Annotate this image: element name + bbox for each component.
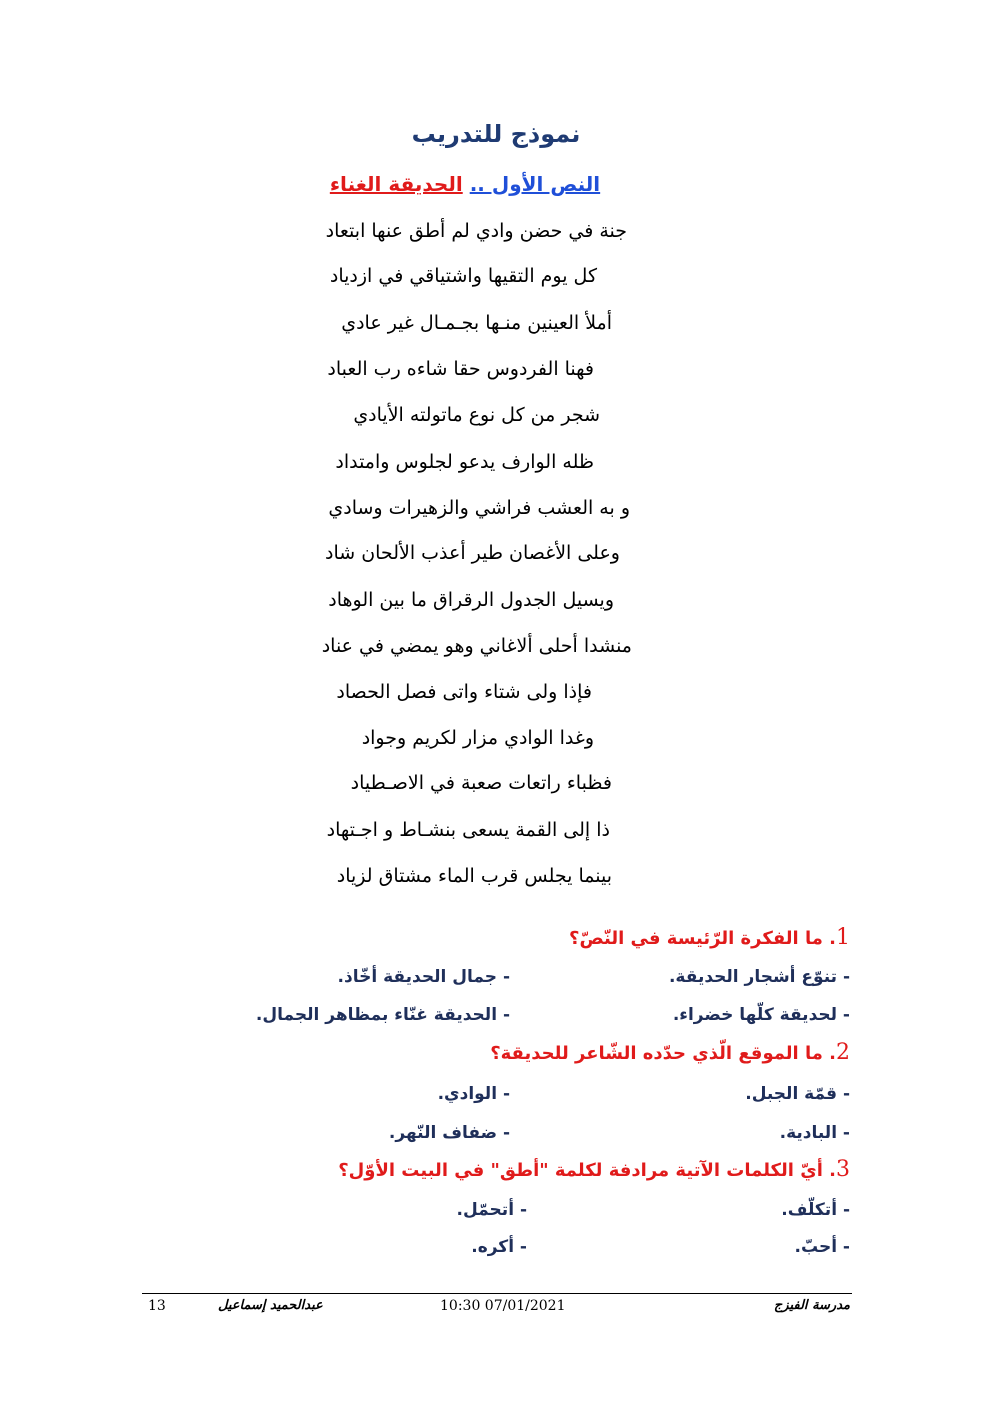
question-3 bbox=[338, 1157, 850, 1182]
question-number: 2 bbox=[836, 1040, 850, 1065]
option-item: - أتحمّل. bbox=[456, 1200, 527, 1220]
poem-verse: أملأ العينين منـها بجـمـال غير عادي bbox=[341, 312, 612, 334]
poem-verse: ظله الوارف يدعو لجلوس وامتداد bbox=[335, 451, 594, 473]
option-item: - الحديقة غنّاء بمظاهر الجمال. bbox=[255, 1005, 510, 1025]
option-item: - لحديقة كلّها خضراء. bbox=[672, 1005, 850, 1025]
footer-school: مدرسة الفيزج bbox=[773, 1298, 850, 1313]
subtitle-text-label: النص الأول .. bbox=[469, 172, 601, 196]
footer-datetime: 10:30 07/01/2021 bbox=[440, 1298, 566, 1314]
option-item: - قمّة الجبل. bbox=[745, 1084, 850, 1104]
poem-verse: بينما يجلس قرب الماء مشتاق لزياد bbox=[336, 865, 612, 887]
question-number: 3 bbox=[836, 1157, 850, 1182]
question-text: . ما الفكرة الرّئيسة في النّصّ؟ bbox=[569, 928, 836, 949]
poem-verse: كل يوم التقيها واشتياقي في ازدياد bbox=[329, 265, 597, 287]
poem-verse: ذا إلى القمة يسعى بنشـاط و اجـتهاد bbox=[326, 819, 610, 841]
option-item: - البادية. bbox=[779, 1123, 850, 1143]
option-item: - تنوّع أشجار الحديقة. bbox=[668, 967, 850, 987]
poem-verse: وغدا الوادي مزار لكريم وجواد bbox=[361, 727, 594, 749]
poem-verse: و به العشب فراشي والزهيرات وسادي bbox=[328, 497, 630, 519]
page-number: 13 bbox=[148, 1298, 166, 1314]
subtitle-poem-title: الحديقة الغناء bbox=[329, 172, 463, 196]
text-subtitle bbox=[0, 172, 930, 196]
option-item: - أكره. bbox=[471, 1237, 527, 1257]
poem-verse: فإذا ولى شتاء واتى فصل الحصاد bbox=[336, 681, 592, 703]
option-item: - الوادي. bbox=[437, 1084, 510, 1104]
option-item: - أتكلّف. bbox=[781, 1200, 850, 1220]
poem-verse: فظباء راتعات صعبة في الاصـطياد bbox=[350, 772, 612, 794]
poem-verse: شجر من كل نوع ماتولته الأيادي bbox=[353, 404, 600, 426]
poem-verse: ويسيل الجدول الرقراق ما بين الوهاد bbox=[328, 589, 614, 611]
question-text: . أيّ الكلمات الآتية مرادفة لكلمة "أطق" في البيت الأوّل؟ bbox=[338, 1160, 836, 1181]
footer-divider bbox=[142, 1293, 852, 1294]
option-item: - جمال الحديقة أخّاذ. bbox=[337, 967, 510, 987]
poem-verse: فهنا الفردوس حقا شاءه رب العباد bbox=[327, 358, 594, 380]
poem-verse: جنة في حضن وادي لم أطق عنها ابتعاد bbox=[325, 220, 627, 242]
question-number: 1 bbox=[836, 925, 850, 950]
page-title: نموذج للتدريب bbox=[411, 120, 581, 148]
question-2 bbox=[490, 1040, 850, 1065]
poem-verse: وعلى الأغصان طير أعذب الألحان شاد bbox=[324, 542, 620, 564]
footer-author: عبدالحميد إسماعيل bbox=[218, 1298, 323, 1313]
question-text: . ما الموقع الّذي حدّده الشّاعر للحديقة؟ bbox=[490, 1043, 836, 1064]
option-item: - أحبّ. bbox=[794, 1237, 850, 1257]
question-1 bbox=[569, 925, 850, 950]
option-item: - ضفاف النّهر. bbox=[388, 1123, 510, 1143]
poem-verse: منشدا أحلى ألاغاني وهو يمضي في عناد bbox=[321, 635, 632, 657]
